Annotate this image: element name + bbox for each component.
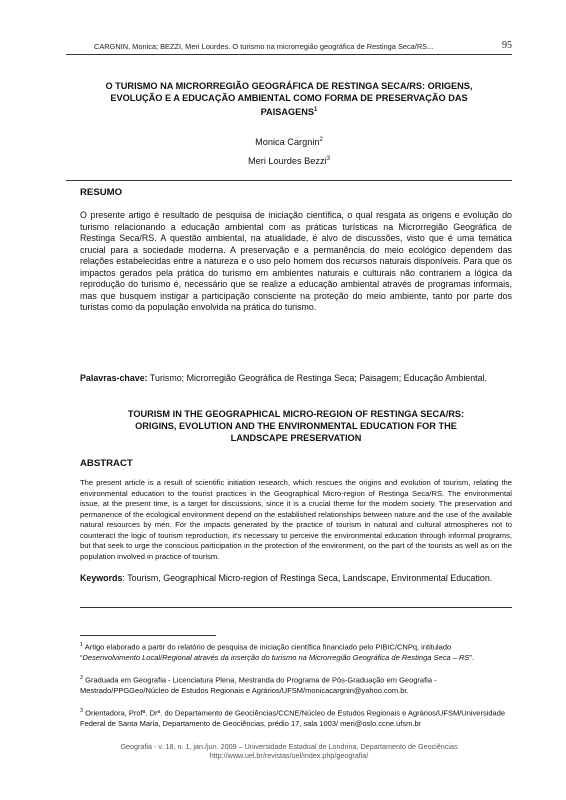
abstract-keywords [80,573,512,585]
footnote-rule [80,635,216,636]
author-footnote-mark: 2 [319,137,323,143]
title-line-2: EVOLUÇÃO E A EDUCAÇÃO AMBIENTAL COMO FORMA DE PRESERVAÇÃO DAS [110,93,468,103]
title-footnote-mark: 1 [314,107,318,113]
header-rule [66,54,512,55]
footer-url: http://www.uel.br/revistas/uel/index.php/geografia/ [209,751,369,760]
title-line-1: O TURISMO NA MICRORREGIÃO GEOGRÁFICA DE RESTINGA SECA/RS: ORIGENS, [105,81,473,91]
keywords-text: Turismo; Microrregião Geográfica de Restinga Seca; Paisagem; Educação Ambiental. [149,373,488,383]
title-line-3 [66,104,512,118]
resumo-text: O presente artigo é resultado de pesquisa de iniciação científica, o qual resgata as origens e evolução do turismo relacionando a educação ambiental com as práticas turísticas na Microrregião Geográfica de Restinga Seca/RS. A questão ambiental, na atualidade, é alvo de discussões, visto que é uma temática crucial para a sociedade moderna. A preservação e a permanência do meio ecológico dependem das relações estabelecidas entre a natureza e o uso pelo homem dos recursos naturais disponíveis. Para que os impactos gerados pela prática do turismo em ambientes naturais e culturais não contrariem a lógica da reprodução do turismo é, necessário que se realize a educação ambiental através de programas informais, mas que busquem instigar a participação consciente na proteção do meio ambiente, tanto por parte dos turistas como da população envolvida na prática do turismo. [80,210,512,312]
keywords-label: Palavras-chave: [80,373,148,383]
footnote-mark: 1 [80,642,84,648]
footnote-project-title: Desenvolvimento Local/Regional através da inserção do turismo na Microrregião Geográfica de Restinga Seca – RS [82,652,470,662]
title-en-line-2: ORIGINS, EVOLUTION AND THE ENVIRONMENTAL EDUCATION FOR THE [135,421,457,431]
footnote-3 [80,706,512,729]
title-english [80,408,512,444]
running-title: CARGNIN, Monica; BEZZI, Meri Lourdes. O turismo na microrregião geográfica de Restinga Seca/RS... [94,42,434,51]
title-en-line-1: TOURISM IN THE GEOGRAPHICAL MICRO-REGION OF RESTINGA SECA/RS: [127,409,465,419]
abstract-heading: ABSTRACT [80,458,133,469]
title-line-3-text: PAISAGENS [260,107,315,118]
page-number: 95 [502,40,512,51]
footnote-mark: 3 [80,708,84,714]
section-rule [66,180,512,181]
title-en-line-3: LANDSCAPE PRESERVATION [230,433,362,443]
footnote-text: Graduada em Geografia - Licenciatura Plena, Mestranda do Programa de Pós-Graduação em Geografia - Mestrado/PPGGeo/Núcleo de Estudos Regionais e Agrários/UFSM/monicacargnin@yahoo.com.br. [80,675,437,695]
resumo-heading: RESUMO [80,187,123,198]
author-footnote-mark: 3 [326,156,330,162]
author-name: Monica Cargnin [255,137,320,148]
keywords-label: Keywords [80,573,123,583]
abstract-text: The present article is a result of scientific initiation research, which rescues the origins and evolution of tourism, relating the environmental education to the tourist practices in the Geographical Micro-region of Restinga Seca/RS. The environmental issue, at the present time, is a target for discussions, since it is a crucial theme for the modern society. The preservation and permanence of the ecological environment depend on the established relationships between nature and the use of the available natural resources by men. For the impacts generated by the practice of tourism in natural and cultural atmospheres not to counteract the logic of tourism reproduction, it's necessary to perceive the environmental education through informal programs, but that seek to urge the conscious participation in the protection of the environment, on the part of the tourists as well as on the population involved in practice of tourism. [80,478,512,561]
author-2 [66,153,512,167]
footnote-text: Orientadora, Profª. Drª. do Departamento de Geociências/CCNE/Núcleo de Estudos Regionais e Agrários/UFSM/Universidade Federal de Santa Maria, Departamento de Geociências, prédio 17, sala 1003/ meri@oslo.ccne.ufsm.br [80,708,506,728]
page-footer [66,742,512,760]
footnote-1 [80,640,512,663]
author-1 [66,134,512,148]
footnote-text-end: ”. [469,652,474,662]
footer-journal-line: Geografia - v. 18, n. 1, jan./jun. 2009 – Universidade Estadual de Londrina, Departamento de Geociências [120,742,458,751]
keywords-text: : Tourism, Geographical Micro-region of Restinga Seca, Landscape, Environmental Education. [122,573,493,583]
author-name: Meri Lourdes Bezzi [248,156,327,167]
footnote-mark: 2 [80,675,84,681]
footnote-2 [80,673,512,696]
running-header [66,40,512,54]
resumo-keywords [80,373,512,385]
abstract-end-rule [80,607,512,608]
title-portuguese [66,80,512,118]
footnote-text: Artigo elaborado a partir do relatório de pesquisa de iniciação científica financiado pelo PIBIC/CNPq, intitulado “ [80,642,452,662]
